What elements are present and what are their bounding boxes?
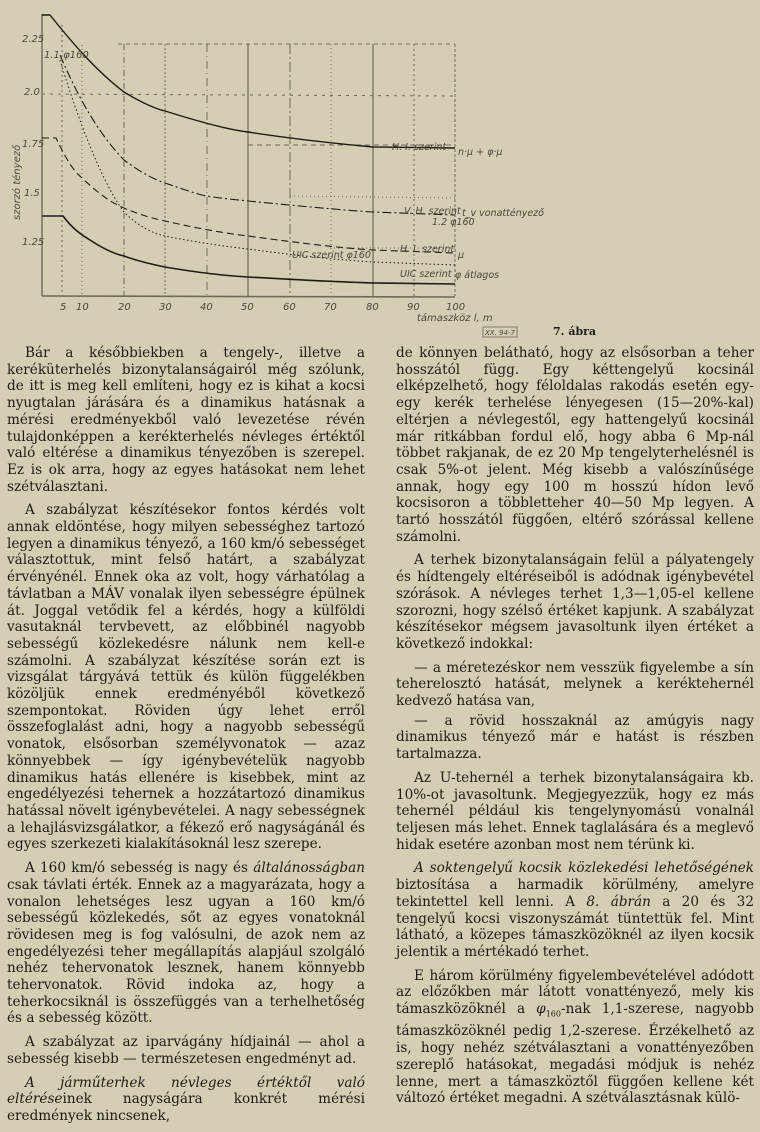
svg-text:40: 40: [200, 302, 213, 313]
svg-text:10: 10: [76, 302, 89, 313]
svg-text:80: 80: [366, 302, 379, 313]
x-axis-ticks: [60, 302, 465, 313]
chart-grid: [42, 14, 455, 297]
x-axis-label: támaszköz l, m: [417, 313, 493, 324]
svg-text:70: 70: [324, 302, 337, 313]
right-column: [396, 345, 754, 1114]
svg-text:UIC szerint: UIC szerint: [400, 269, 452, 280]
svg-text:UIC szerint φ160: UIC szerint φ160: [292, 250, 371, 261]
figure-caption: 7. ábra: [553, 325, 597, 338]
paragraph: A szabályzat az iparvágány hídjainál — ahol a sebesség kisebb — természetesen engedményt ad.: [7, 1034, 365, 1067]
svg-text:60: 60: [283, 302, 296, 313]
svg-text:H. I. szerint: H. I. szerint: [400, 244, 455, 255]
svg-text:1.5: 1.5: [24, 188, 40, 199]
curve-labels: [292, 142, 544, 281]
y-axis-label: szorzó tényező: [12, 144, 23, 220]
svg-text:μ: μ: [458, 250, 465, 261]
curve-uic-phi160-dotted: [60, 60, 455, 265]
list-item: — a méretezéskor nem vesszük figyelembe a sín teherelosztó hatását, melynek a keréktehernél kedvező hatása van,: [396, 659, 754, 710]
paragraph: A terhek bizonytalanságain felül a pályatengely és hídtengely eltéréseiből is adódnak igénybevétel szórások. A névleges terhet 1,3—1,05-el kellene szorozni, hogy szélső értéket kapjunk. A szabályzat készítésekor mégsem javasoltunk ilyen értéket a következő indokkal:: [396, 552, 754, 652]
svg-text:100: 100: [446, 302, 466, 313]
paragraph: A soktengelyű kocsik közlekedési lehetőségének biztosítása a harmadik körülmény, amelyre tekintettel kell lenni. A 8. ábrán a 20 és 32 tengelyű kocsi viszonyszámát tüntettük fel. Mint látható, a közepes támaszközöknél az ilyen kocsik jelentik a mértékadó terhet.: [396, 860, 754, 960]
inline-label-phi160: 1.1 φ160: [44, 50, 89, 61]
figure-7: [0, 0, 760, 340]
svg-text:n·μ + φ·μ: n·μ + φ·μ: [458, 147, 503, 158]
paragraph: E három körülmény figyelembevételével adódott az előzőkben már látott vonattényező, mely kis támaszközöknél a $\varphi_{160}$-nak 1,1-szerese, nagyobb támaszközöknél pedig 1,2-szerese. Érzékelhető az is, hogy nehéz szétválasztani a vonattényezőben szereplő hatásokat, megadási módjuk is nehéz lenne, mert a támaszköztől függően kellene két változó értéket megadni. A szétválasztásnak külö-: [396, 967, 754, 1107]
left-column: [7, 345, 365, 1132]
svg-text:5: 5: [60, 302, 67, 313]
svg-text:φ átlagos: φ átlagos: [455, 270, 500, 281]
svg-text:90: 90: [407, 302, 420, 313]
paragraph: A járműterhek névleges értéktől való eltéréseinek nagyságára konkrét mérési eredmények nincsenek,: [7, 1074, 365, 1124]
svg-text:2.0: 2.0: [24, 87, 40, 98]
svg-text:20: 20: [118, 302, 131, 313]
paragraph: Az U-tehernél a terhek bizonytalanságaira kb. 10%-ot javasoltunk. Megjegyezzük, hogy ez más tehernél például kis tengelynyomású vonalnál teljesen más lehet. Ennek taglalására és a meglevő hidak esetére azonban most nem térünk ki.: [396, 769, 754, 853]
svg-text:1.75: 1.75: [22, 139, 45, 150]
list-item: — a rövid hosszaknál az amúgyis nagy dinamikus tényező már e hatást is részben tartalmazza.: [396, 712, 754, 763]
svg-text:30: 30: [159, 302, 172, 313]
paragraph: A szabályzat készítésekor fontos kérdés volt annak eldöntése, hogy milyen sebességhez tartozó legyen a dinamikus tényező, a 160 km/ó sebességet választottuk, mint felső határt, a szabályzat érvényénél. Ennek oka az volt, hogy várhatólag a távlatban a MÁV vonalak ilyen sebességre épülnek át. Joggal vetődik fel a kérdés, hogy a külföldi vasutaknál tervbevett, az előbbinél nagyobb sebességű közlekedésre nálunk nem kell-e számolni. A szabályzat készítése során ezt is vizsgálat tárgyává tettük és külön függelékben közöljük ennek eredményéből következő szempontokat. Röviden úgy lehet erről összefoglalást adni, hogy a nagyobb sebességű vonatok, elsősorban személyvonatok — azaz könnyebbek — így igénybevételük nagyobb dinamikus hatás ellenére is kisebbek, mint az engedélyezési tehernek a hozzátartozó dinamikus hatással növelt igénybevételei. A nagy sebességnek a lehajlásvizsgálatkor, a fékező erő nagyságánál és egyes szerkezeti kialakításoknál lesz szerepe.: [7, 502, 365, 853]
svg-text:2.25: 2.25: [22, 34, 45, 45]
figure-stamp: XX. 94-7: [485, 329, 515, 337]
paragraph: A 160 km/ó sebesség is nagy és általánosságban csak távlati érték. Ennek az a magyarázata, hogy a vonalon lehetséges lesz ugyan a 160 km/ó sebességű közlekedés, sőt az egyes vonatoknál rövidesen meg is fog valósulni, de azok nem az engedélyezési teher megállapítás alapjául szolgáló nehéz tehervonatok lesznek, hanem könnyebb tehervonatok. Rövid indoka az, hogy a teherkocsiknál is összefüggés van a terhelhetőség és a sebesség között.: [7, 860, 365, 1027]
svg-text:1.2 φ160: 1.2 φ160: [432, 217, 475, 228]
multiplier-chart: [0, 0, 760, 340]
paragraph: de könnyen belátható, hogy az elsősorban a teher hosszától függ. Egy kéttengelyű kocsinál elképzelhető, hogy féloldalas rakodás esetén egy-egy kerék terhelése lényegesen (15—20%-kal) eltérjen a névlegestől, egy hattengelyű kocsinál már ritkábban fordul elő, hogy abba 6 Mp-nál többet rakjanak, de ez 20 Mp tengelyterhelésnél is csak 5%-ot jelent. Még kisebb a valószínűsége annak, hogy egy 100 m hosszú hídon levő kocsisoron a többletteher 40—50 Mp legyen. A tartó hosszától függően, eltérő szórással kellene számolni.: [396, 345, 754, 545]
svg-text:50: 50: [241, 302, 254, 313]
svg-text:H. I. szerint: H. I. szerint: [392, 142, 447, 153]
paragraph: Bár a későbbiekben a tengely-, illetve a keréküterhelés bizonytalanságairól még szólunk, de itt is meg kell említeni, hogy ez is kihat a kocsi nyugtalan járására és a dinamikus hatásnak a mérési eredményekből való levezetése révén tulajdonképpen a kerékterhelés névleges értéktől való eltérése a dinamikus tényezőben is szerepel. Ez is ok arra, hogy az egyes hatásokat nem lehet szétválasztani.: [7, 345, 365, 495]
svg-text:V. H. szerint: V. H. szerint: [404, 206, 461, 217]
y-axis-ticks: [22, 34, 44, 248]
curve-vh-dashdot: [60, 55, 455, 215]
svg-text:t_v vonattényező: t_v vonattényező: [462, 208, 544, 219]
svg-text:1.25: 1.25: [22, 237, 45, 248]
